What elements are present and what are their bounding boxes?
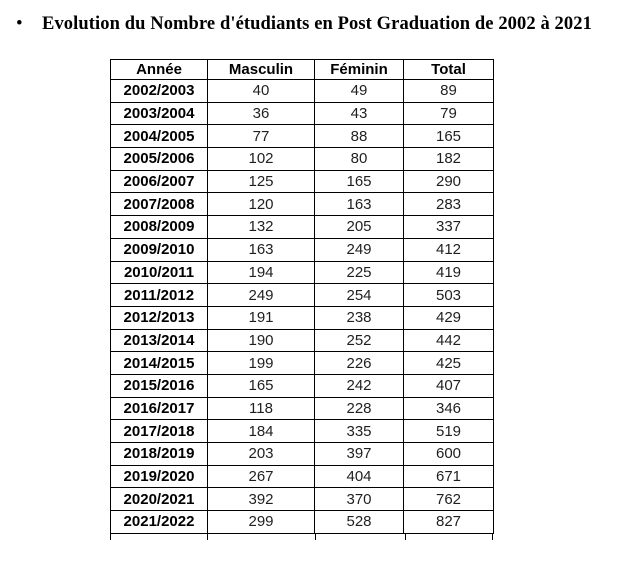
table-row (111, 420, 494, 443)
cell-feminin: 404 (315, 465, 404, 488)
table-row (111, 374, 494, 397)
table-row (111, 216, 494, 239)
cell-feminin: 165 (315, 170, 404, 193)
cell-masculin: 191 (208, 306, 315, 329)
table-row (111, 80, 494, 103)
cell-feminin: 43 (315, 102, 404, 125)
cell-annee: 2015/2016 (111, 374, 208, 397)
table-row (111, 306, 494, 329)
cell-feminin: 397 (315, 443, 404, 466)
header-feminin: Féminin (315, 60, 404, 80)
cell-feminin: 252 (315, 329, 404, 352)
cell-total: 519 (404, 420, 494, 443)
cell-masculin: 102 (208, 148, 315, 171)
cell-masculin: 203 (208, 443, 315, 466)
table-row (111, 148, 494, 171)
table-row (111, 238, 494, 261)
table-row (111, 511, 494, 534)
cell-feminin: 163 (315, 193, 404, 216)
cell-annee: 2019/2020 (111, 465, 208, 488)
cell-masculin: 165 (208, 374, 315, 397)
cell-annee: 2006/2007 (111, 170, 208, 193)
cell-masculin: 132 (208, 216, 315, 239)
cell-feminin: 49 (315, 80, 404, 103)
cell-masculin: 299 (208, 511, 315, 534)
table-body (111, 80, 494, 534)
cell-masculin: 163 (208, 238, 315, 261)
cell-masculin: 184 (208, 420, 315, 443)
table-row (111, 102, 494, 125)
cell-total: 671 (404, 465, 494, 488)
table-row (111, 465, 494, 488)
cell-masculin: 77 (208, 125, 315, 148)
cell-total: 290 (404, 170, 494, 193)
cell-total: 283 (404, 193, 494, 216)
cell-masculin: 392 (208, 488, 315, 511)
cell-feminin: 88 (315, 125, 404, 148)
cell-total: 429 (404, 306, 494, 329)
cell-total: 762 (404, 488, 494, 511)
cell-masculin: 267 (208, 465, 315, 488)
cell-annee: 2004/2005 (111, 125, 208, 148)
cell-annee: 2017/2018 (111, 420, 208, 443)
cell-feminin: 226 (315, 352, 404, 375)
cell-annee: 2014/2015 (111, 352, 208, 375)
cell-annee: 2005/2006 (111, 148, 208, 171)
table-border-stub (110, 534, 111, 540)
cell-total: 419 (404, 261, 494, 284)
students-table (110, 59, 494, 534)
table-row (111, 329, 494, 352)
cell-annee: 2013/2014 (111, 329, 208, 352)
cell-masculin: 120 (208, 193, 315, 216)
cell-total: 337 (404, 216, 494, 239)
header-total: Total (404, 60, 494, 80)
cell-annee: 2009/2010 (111, 238, 208, 261)
cell-feminin: 242 (315, 374, 404, 397)
cell-total: 600 (404, 443, 494, 466)
table-row (111, 488, 494, 511)
cell-feminin: 80 (315, 148, 404, 171)
cell-feminin: 238 (315, 306, 404, 329)
table-border-stub (492, 534, 493, 540)
cell-total: 425 (404, 352, 494, 375)
cell-feminin: 249 (315, 238, 404, 261)
bulleted-title (0, 12, 637, 36)
cell-masculin: 36 (208, 102, 315, 125)
cell-feminin: 528 (315, 511, 404, 534)
table-border-stub (207, 534, 208, 540)
cell-annee: 2010/2011 (111, 261, 208, 284)
table-row (111, 352, 494, 375)
cell-annee: 2020/2021 (111, 488, 208, 511)
cell-total: 79 (404, 102, 494, 125)
next-row-cutoff-stubs (110, 534, 493, 542)
cell-total: 89 (404, 80, 494, 103)
cell-annee: 2011/2012 (111, 284, 208, 307)
cell-annee: 2002/2003 (111, 80, 208, 103)
cell-feminin: 205 (315, 216, 404, 239)
cell-feminin: 228 (315, 397, 404, 420)
header-masculin: Masculin (208, 60, 315, 80)
table-row (111, 193, 494, 216)
cell-total: 165 (404, 125, 494, 148)
cell-annee: 2003/2004 (111, 102, 208, 125)
cell-feminin: 335 (315, 420, 404, 443)
students-table-container (110, 59, 494, 542)
cell-annee: 2021/2022 (111, 511, 208, 534)
cell-masculin: 190 (208, 329, 315, 352)
cell-masculin: 40 (208, 80, 315, 103)
table-border-stub (405, 534, 406, 540)
table-border-stub (315, 534, 316, 540)
table-row (111, 125, 494, 148)
cell-total: 346 (404, 397, 494, 420)
cell-annee: 2016/2017 (111, 397, 208, 420)
cell-total: 827 (404, 511, 494, 534)
cell-total: 412 (404, 238, 494, 261)
table-row (111, 284, 494, 307)
bullet-icon: • (16, 13, 23, 34)
cell-feminin: 370 (315, 488, 404, 511)
cell-masculin: 199 (208, 352, 315, 375)
cell-masculin: 118 (208, 397, 315, 420)
header-annee: Année (111, 60, 208, 80)
cell-total: 407 (404, 374, 494, 397)
table-row (111, 397, 494, 420)
cell-total: 442 (404, 329, 494, 352)
header-row (111, 60, 494, 80)
cell-total: 503 (404, 284, 494, 307)
cell-masculin: 125 (208, 170, 315, 193)
table-row (111, 443, 494, 466)
cell-masculin: 249 (208, 284, 315, 307)
cell-annee: 2012/2013 (111, 306, 208, 329)
table-header (111, 60, 494, 80)
table-row (111, 170, 494, 193)
cell-masculin: 194 (208, 261, 315, 284)
cell-feminin: 254 (315, 284, 404, 307)
cell-annee: 2007/2008 (111, 193, 208, 216)
table-row (111, 261, 494, 284)
cell-feminin: 225 (315, 261, 404, 284)
cell-annee: 2018/2019 (111, 443, 208, 466)
cell-total: 182 (404, 148, 494, 171)
page-title: Evolution du Nombre d'étudiants en Post Graduation de 2002 à 2021 (42, 14, 592, 34)
cell-annee: 2008/2009 (111, 216, 208, 239)
